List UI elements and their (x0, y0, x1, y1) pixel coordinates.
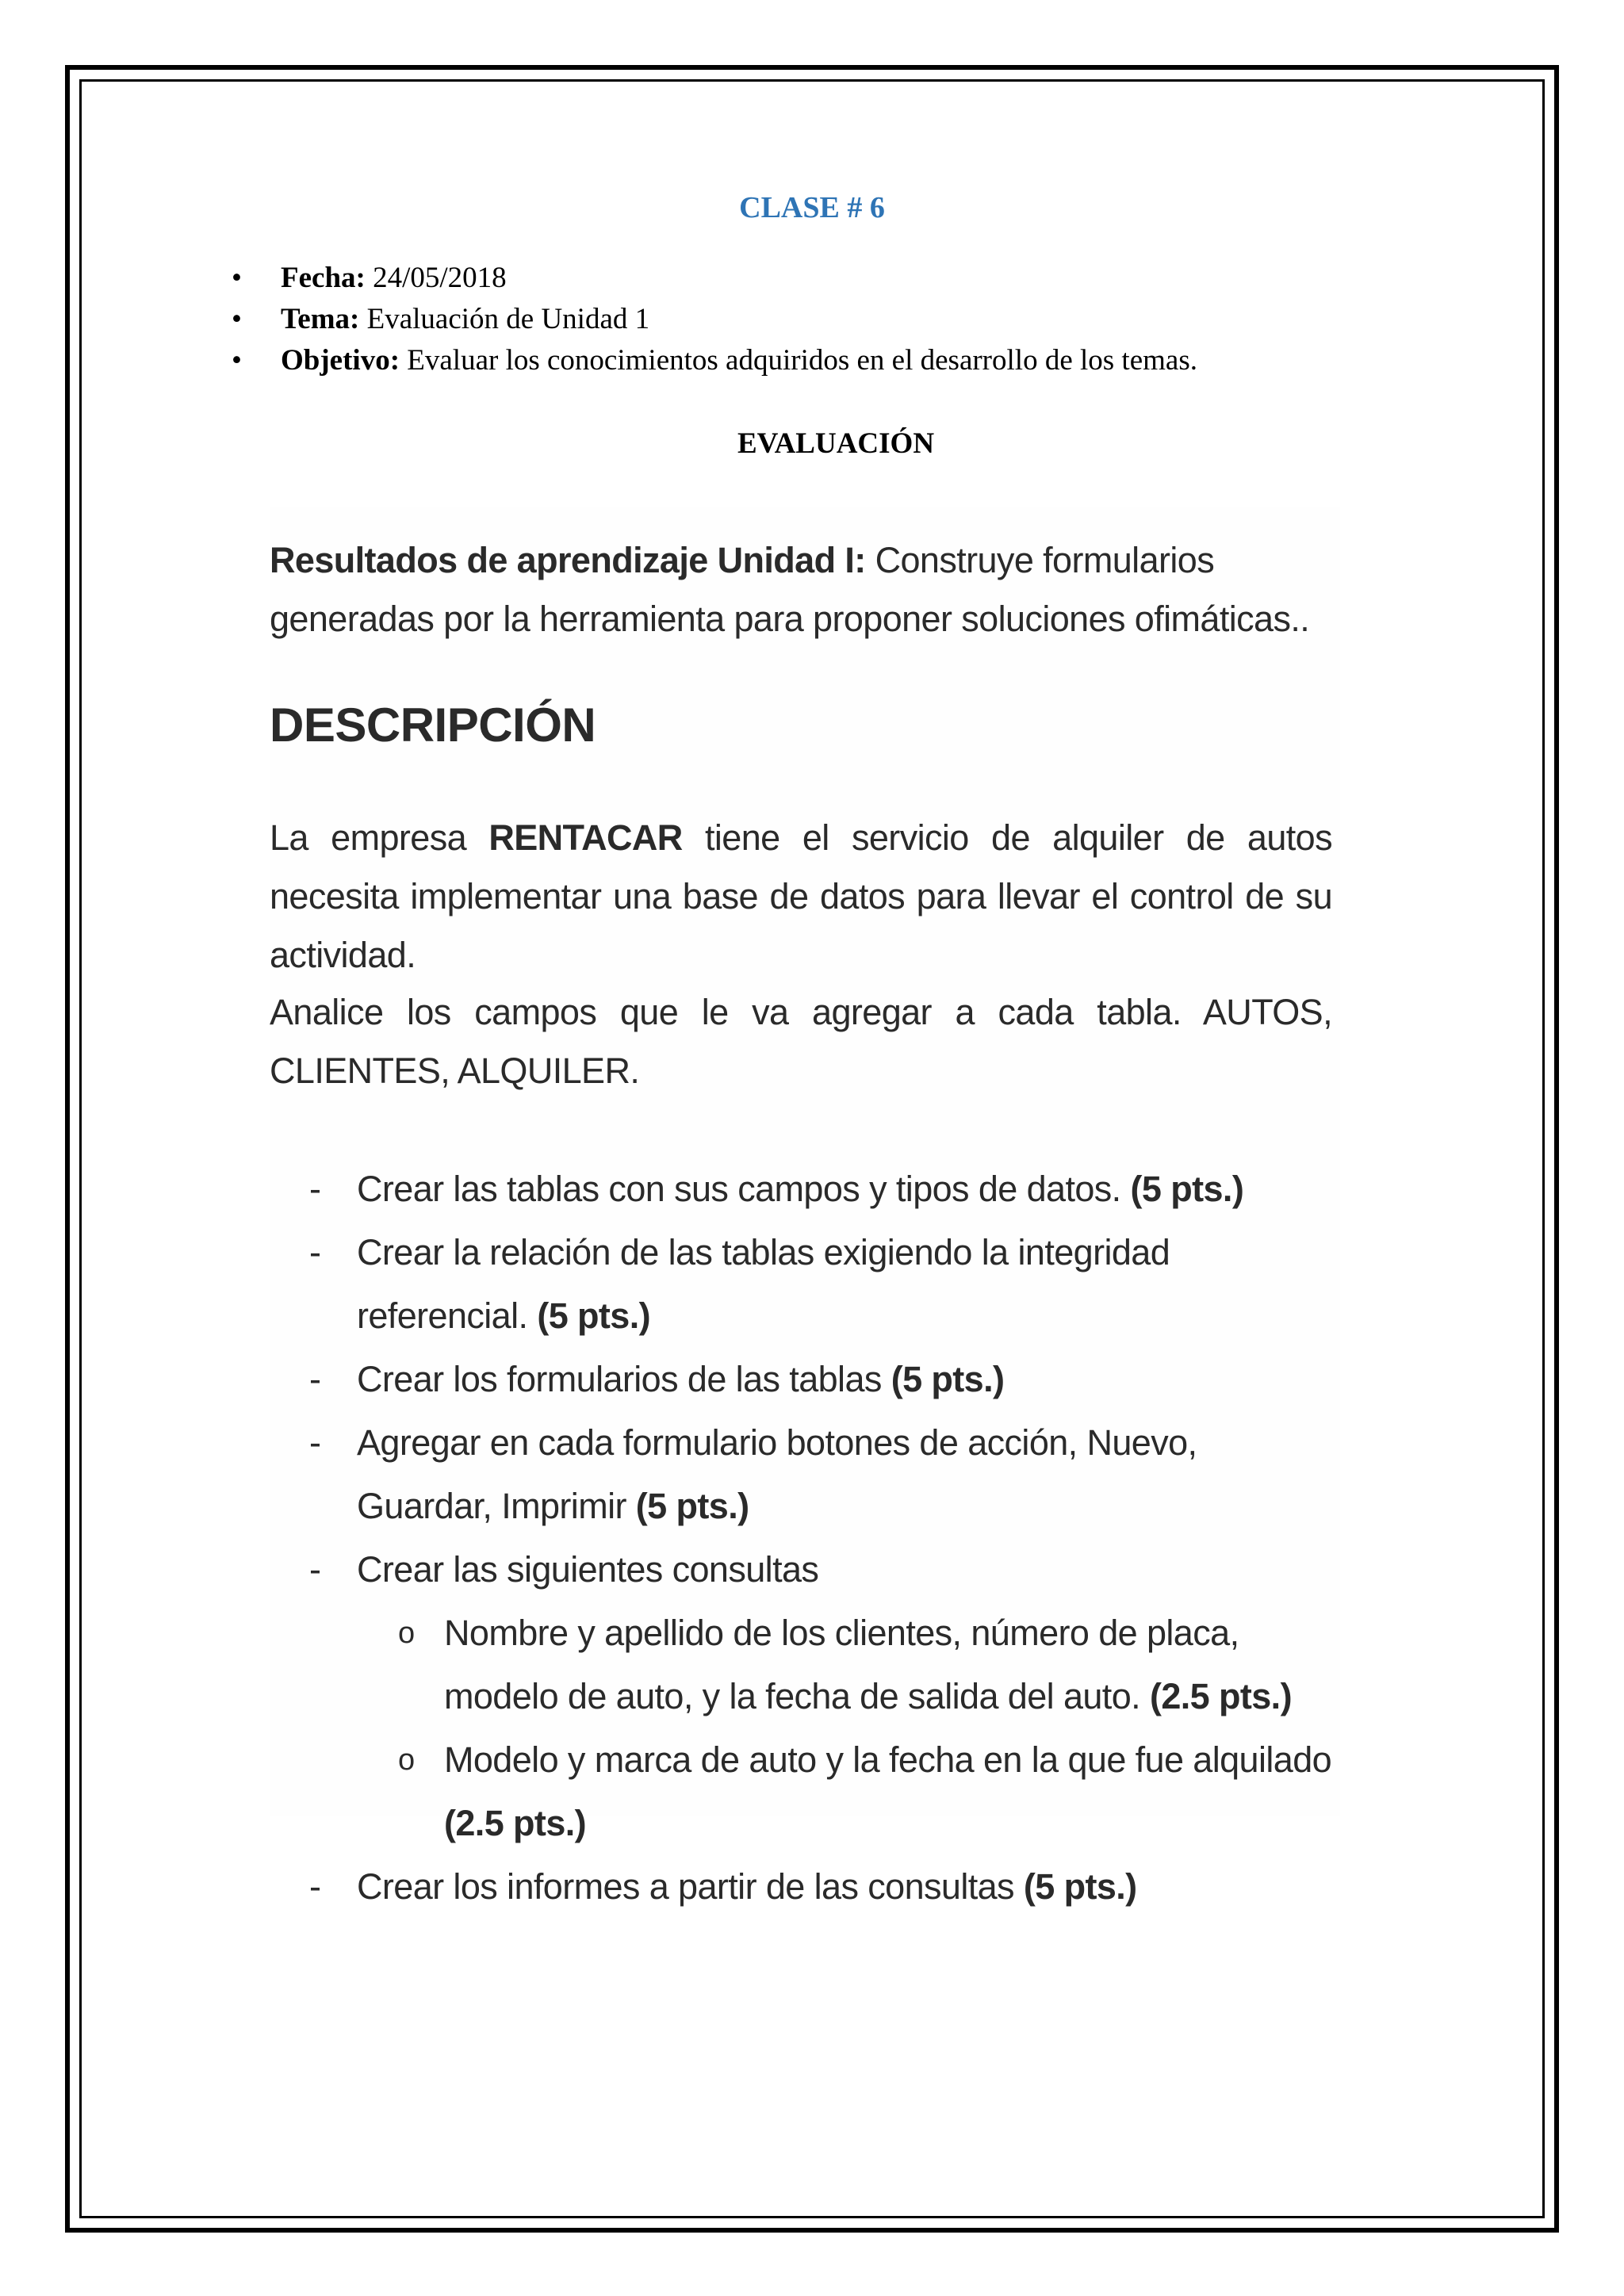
learning-outcomes-label: Resultados de aprendizaje Unidad I: (270, 540, 866, 580)
page-title: CLASE # 6 (739, 191, 885, 224)
company-paragraph-end: tiene el servicio de alquiler de autos necesita implementar una base de datos para llevar el control de su actividad. (270, 817, 1332, 975)
task-item (270, 1348, 1336, 1411)
subtask-list (357, 1601, 1336, 1855)
task-points: (5 pts.) (1130, 1169, 1244, 1209)
subtask-text: Nombre y apellido de los clientes, número de placa, modelo de auto, y la fecha de salida del auto. (444, 1613, 1239, 1716)
task-text: Crear las siguientes consultas (357, 1549, 819, 1590)
task-text: Agregar en cada formulario botones de acción, Nuevo, Guardar, Imprimir (357, 1422, 1197, 1526)
evaluation-image (270, 507, 1340, 1907)
dash-bullet: - (309, 1232, 321, 1272)
subtask-item (357, 1601, 1336, 1728)
dash-bullet: - (309, 1549, 321, 1590)
task-item (270, 1158, 1336, 1221)
description-heading: DESCRIPCIÓN (270, 698, 596, 752)
task-list (270, 1158, 1336, 1919)
dash-bullet: - (309, 1359, 321, 1399)
company-name: RENTACAR (488, 817, 683, 858)
subtask-text: Modelo y marca de auto y la fecha en la que fue alquilado (444, 1739, 1332, 1780)
topic-label: Tema: (281, 303, 360, 335)
fields-paragraph: Analice los campos que le va agregar a cada tabla. AUTOS, CLIENTES, ALQUILER. (270, 992, 1332, 1091)
circle-bullet: o (398, 1617, 415, 1650)
circle-bullet: o (398, 1743, 415, 1777)
learning-outcomes (270, 531, 1324, 649)
task-points: (5 pts.) (537, 1295, 651, 1336)
task-points: (5 pts.) (891, 1359, 1005, 1399)
task-text: Crear los formularios de las tablas (357, 1359, 882, 1399)
objective-value: Evaluar los conocimientos adquiridos en el desarrollo de los temas. (407, 344, 1197, 377)
objective-item (222, 340, 1197, 381)
subtask-points: (2.5 pts.) (444, 1803, 587, 1843)
task-text: Crear las tablas con sus campos y tipos de datos. (357, 1169, 1121, 1209)
task-item (270, 1855, 1336, 1919)
company-paragraph-start: La empresa (270, 817, 489, 858)
task-item (270, 1411, 1336, 1538)
objective-label: Objetivo: (281, 344, 400, 377)
task-text: Crear los informes a partir de las consultas (357, 1866, 1014, 1907)
task-points: (5 pts.) (635, 1486, 749, 1526)
date-label: Fecha: (281, 262, 366, 294)
task-text: Crear la relación de las tablas exigiendo la integridad referencial. (357, 1232, 1170, 1336)
dash-bullet: - (309, 1866, 321, 1907)
date-item (222, 258, 1197, 299)
learning-outcomes-text: Construye formularios generadas por la herramienta para proponer soluciones ofimáticas.. (270, 540, 1310, 639)
dash-bullet: - (309, 1422, 321, 1463)
topic-value: Evaluación de Unidad 1 (366, 303, 650, 335)
task-points: (5 pts.) (1023, 1866, 1137, 1907)
topic-item (222, 299, 1197, 340)
subtask-item (357, 1728, 1336, 1855)
class-info-list (222, 258, 1197, 381)
dash-bullet: - (309, 1169, 321, 1209)
date-value: 24/05/2018 (373, 262, 507, 294)
company-paragraph (270, 809, 1332, 985)
task-item (270, 1538, 1336, 1855)
subtask-points: (2.5 pts.) (1149, 1676, 1292, 1716)
evaluation-heading: EVALUACIÓN (737, 427, 935, 460)
task-item (270, 1221, 1336, 1348)
